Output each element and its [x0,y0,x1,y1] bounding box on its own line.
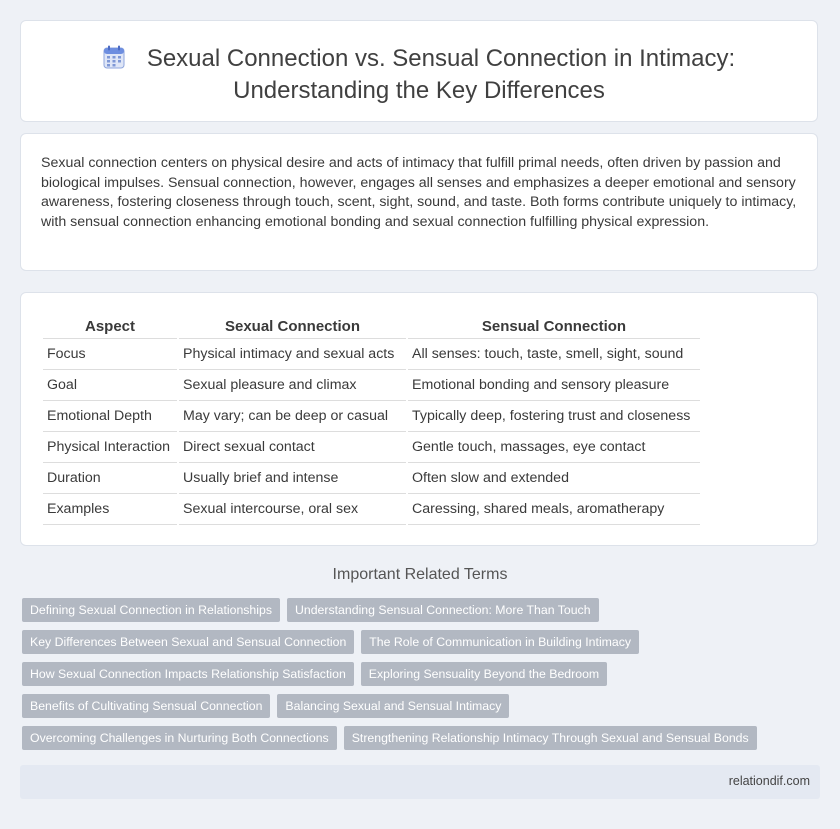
related-tag[interactable]: Overcoming Challenges in Nurturing Both Connections [22,726,337,750]
table-row [43,432,700,463]
related-tag[interactable]: Benefits of Cultivating Sensual Connection [22,694,270,718]
cell-sexual: Usually brief and intense [179,463,406,494]
related-tag[interactable]: How Sexual Connection Impacts Relationship Satisfaction [22,662,354,686]
title-card [20,20,818,122]
site-link[interactable]: relationdif.com [728,774,810,788]
related-tag[interactable]: Balancing Sexual and Sensual Intimacy [277,694,509,718]
comparison-table [41,313,702,525]
cell-sensual: Gentle touch, massages, eye contact [408,432,700,463]
related-tag[interactable]: Exploring Sensuality Beyond the Bedroom [361,662,607,686]
cell-sexual: Direct sexual contact [179,432,406,463]
related-tag[interactable]: Defining Sexual Connection in Relationships [22,598,280,622]
page-title [21,44,817,105]
table-row [43,370,700,401]
cell-aspect: Physical Interaction [43,432,177,463]
cell-sexual: May vary; can be deep or casual [179,401,406,432]
related-terms-title: Important Related Terms [332,566,508,583]
cell-sexual: Sexual pleasure and climax [179,370,406,401]
header-aspect: Aspect [43,313,177,339]
intro-text: Sexual connection centers on physical desire and acts of intimacy that fulfill primal needs, often driven by passion and biological impulses. Sensual connection, however, engages all senses and emphasizes a deeper emotional and sensory awareness, fostering closeness through touch, scent, sight, sound, and taste. Both forms contribute uniquely to intimacy, with sensual connection enhancing emotional bonding and sexual connection fulfilling physical expression. [41,155,797,230]
cell-aspect: Goal [43,370,177,401]
cell-sensual: Emotional bonding and sensory pleasure [408,370,700,401]
title-line-1: Sexual Connection vs. Sensual Connection in Intimacy: [146,45,736,72]
table-row [43,463,700,494]
cell-aspect: Examples [43,494,177,525]
cell-sensual: Often slow and extended [408,463,700,494]
table-row [43,339,700,370]
cell-aspect: Duration [43,463,177,494]
table-row [43,494,700,525]
cell-sexual: Physical intimacy and sexual acts [179,339,406,370]
table-header-row [43,313,700,339]
header-sensual: Sensual Connection [408,313,700,339]
cell-aspect: Emotional Depth [43,401,177,432]
cell-sensual: All senses: touch, taste, smell, sight, sound [408,339,700,370]
comparison-card [20,292,818,546]
footer [20,765,820,799]
cell-sensual: Typically deep, fostering trust and closeness [408,401,700,432]
related-tag[interactable]: Understanding Sensual Connection: More Than Touch [287,598,599,622]
title-line-2: Understanding the Key Differences [233,77,605,104]
related-tag[interactable]: Key Differences Between Sexual and Sensual Connection [22,630,354,654]
cell-sexual: Sexual intercourse, oral sex [179,494,406,525]
calendar-icon [103,45,125,76]
related-tag[interactable]: The Role of Communication in Building Intimacy [361,630,639,654]
table-row [43,401,700,432]
cell-sensual: Caressing, shared meals, aromatherapy [408,494,700,525]
cell-aspect: Focus [43,339,177,370]
related-terms-list [22,598,822,750]
header-sexual: Sexual Connection [179,313,406,339]
intro-card [20,133,818,271]
related-tag[interactable]: Strengthening Relationship Intimacy Through Sexual and Sensual Bonds [344,726,757,750]
